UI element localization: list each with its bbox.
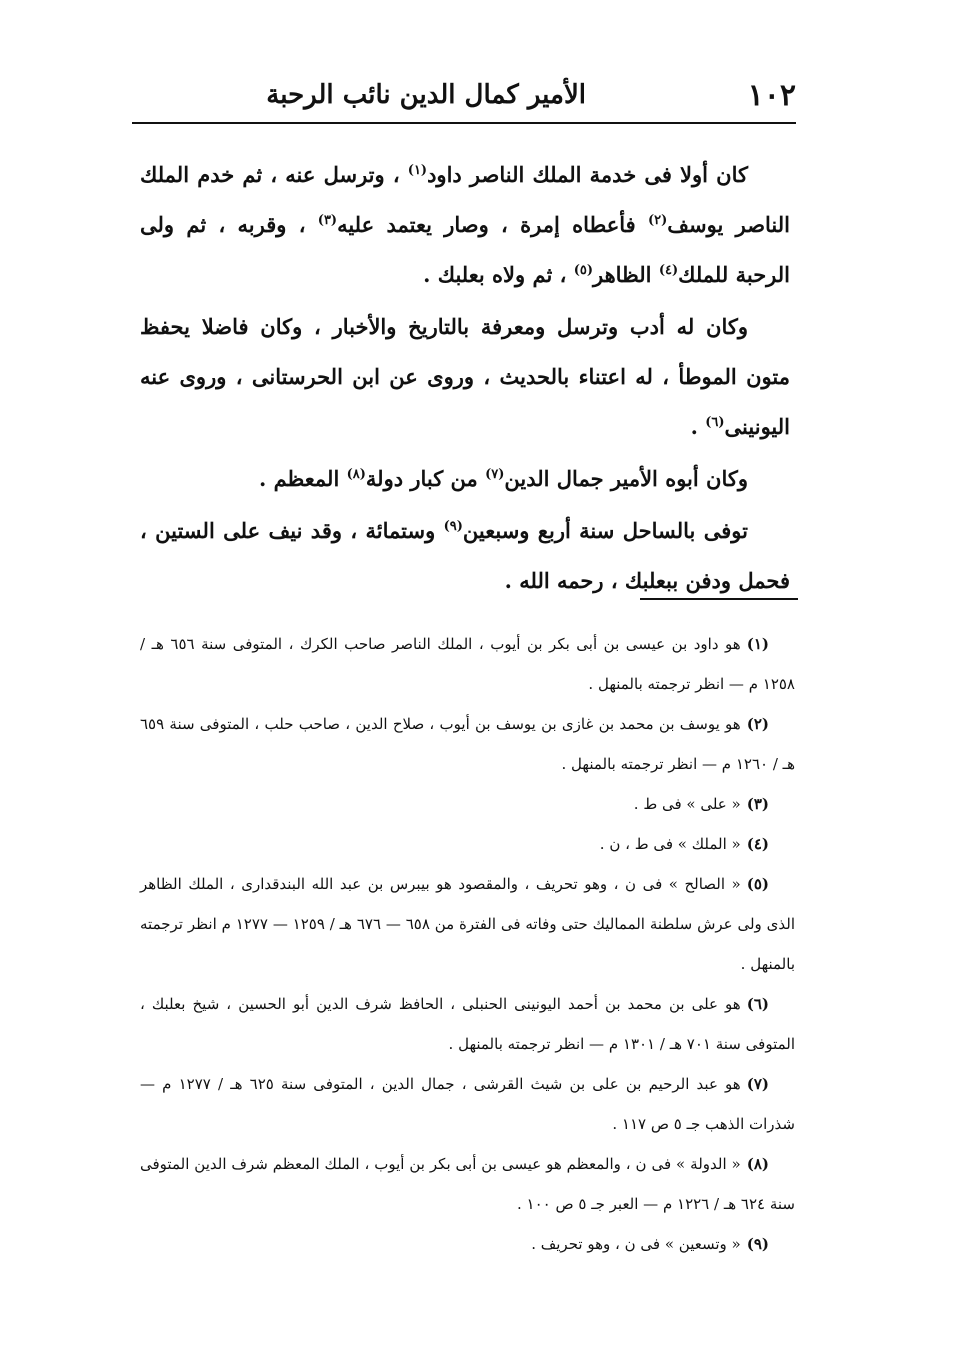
footnote-text: هو داود بن عيسى بن أبى بكر بن أيوب ، الملك الناصر صاحب الكرك ، المتوفى سنة ٦٥٦ هـ / ١٢٥٨ م — انظر ترجمته بالمنهل . bbox=[140, 635, 795, 693]
footnote-number: (٦) bbox=[746, 995, 769, 1013]
text-run: ، وقربه ، ثم ولى الرحبة للملك bbox=[140, 212, 790, 287]
footnote-number: (٧) bbox=[746, 1075, 769, 1093]
text-run: وستمائة ، وقد نيف على الستين ، فحمل ودفن ببعلبك ، رحمه الله . bbox=[140, 518, 790, 593]
text-run: . bbox=[690, 414, 698, 439]
footnote-text: هو على بن محمد بن أحمد اليونينى الحنبلى ، الحافظ شرف الدين أبو الحسين ، شيخ بعلبك ، المتوفى سنة ٧٠١ هـ / ١٣٠١ م — انظر ترجمته بالمنهل . bbox=[140, 995, 795, 1053]
text-run: الظاهر bbox=[593, 262, 652, 287]
footnote-number: (٤) bbox=[746, 835, 769, 853]
footnote-text: « على » فى ط . bbox=[633, 795, 741, 813]
text-run: من كبار دولة bbox=[365, 466, 478, 491]
text-run: وكان له أدب وترسل ومعرفة بالتاريخ والأخبار ، وكان فاضلا يحفظ متون الموطأ ، له اعتناء بالحديث ، وروى عن ابن الحرستانى ، وروى عنه اليونينى bbox=[140, 314, 790, 439]
footnote-number: (٥) bbox=[746, 875, 769, 893]
footnote bbox=[140, 984, 795, 1064]
footnote-separator bbox=[640, 598, 798, 600]
footnote bbox=[140, 784, 795, 824]
footnote bbox=[140, 1144, 795, 1224]
footnote-marker: (٥) bbox=[573, 263, 593, 278]
paragraph-2 bbox=[140, 302, 790, 452]
footnote-marker: (٧) bbox=[485, 467, 505, 482]
main-text bbox=[140, 150, 790, 606]
footnote-number: (٩) bbox=[746, 1235, 769, 1253]
footnote bbox=[140, 704, 795, 784]
footnote-text: هو عبد الرحيم بن على بن شيث القرشى ، جمال الدين ، المتوفى سنة ٦٢٥ هـ / ١٢٧٧ م — شذرات الذهب جـ ٥ ص ١١٧ . bbox=[140, 1075, 795, 1133]
text-run: كان أولا فى خدمة الملك الناصر داود bbox=[427, 162, 748, 187]
text-run: ، وترسل عنه ، ثم خدم الملك الناصر يوسف bbox=[140, 162, 790, 237]
footnote-number: (٢) bbox=[746, 715, 769, 733]
footnote-number: (١) bbox=[746, 635, 769, 653]
text-run: توفى بالساحل سنة أربع وسبعين bbox=[462, 518, 748, 543]
footnote-text: « الصالح » فى ن ، وهو تحريف ، والمقصود هو بيبرس بن عبد الله البندقدارى ، الملك الظاهر الذى ولى عرش سلطنة المماليك حتى وفاته فى الفترة من ٦٥٨ — ٦٧٦ هـ / ١٢٥٩ — ١٢٧٧ م انظر ترجمته بالمنهل . bbox=[140, 875, 795, 973]
paragraph-1 bbox=[140, 150, 790, 300]
footnote-text: « الدولة » فى ن ، والمعظم هو عيسى بن أبى بكر بن أيوب ، الملك المعظم شرف الدين المتوفى سنة ٦٢٤ هـ / ١٢٢٦ م — العبر جـ ٥ ص ١٠٠ . bbox=[140, 1155, 795, 1213]
footnote-number: (٣) bbox=[746, 795, 769, 813]
footnotes bbox=[140, 624, 795, 1264]
footnote-marker: (٨) bbox=[346, 467, 366, 482]
page-header bbox=[132, 78, 796, 122]
footnote-marker: (١) bbox=[407, 163, 428, 178]
paragraph-4 bbox=[140, 506, 790, 606]
page-number: ١٠٢ bbox=[747, 78, 796, 113]
text-run: ، ثم ولاه بعلبك . bbox=[423, 262, 567, 287]
footnote bbox=[140, 624, 795, 704]
footnote bbox=[140, 1064, 795, 1144]
footnote-text: « الملك » فى ط ، ن . bbox=[599, 835, 741, 853]
footnote-marker: (٦) bbox=[705, 415, 725, 430]
paragraph-3 bbox=[140, 454, 790, 504]
footnote-marker: (٣) bbox=[317, 213, 338, 228]
footnote-marker: (٢) bbox=[647, 213, 668, 228]
footnote-text: « وتسعين » فى ن ، وهو تحريف . bbox=[531, 1235, 741, 1253]
footnote-number: (٨) bbox=[746, 1155, 769, 1173]
footnote-marker: (٩) bbox=[443, 519, 463, 534]
footnote bbox=[140, 864, 795, 984]
running-title: الأمير كمال الدين نائب الرحبة bbox=[266, 80, 586, 110]
footnote bbox=[140, 1224, 795, 1264]
text-run: فأعطاه إمرة ، وصار يعتمد عليه bbox=[337, 212, 636, 237]
header-rule bbox=[132, 122, 796, 124]
text-run: المعظم . bbox=[258, 466, 340, 491]
text-run: وكان أبوه الأمير جمال الدين bbox=[504, 466, 748, 491]
footnote-marker: (٤) bbox=[658, 263, 679, 278]
footnote-text: هو يوسف بن محمد بن غازى بن يوسف بن أيوب ، صلاح الدين ، صاحب حلب ، المتوفى سنة ٦٥٩ هـ / ١٢٦٠ م — انظر ترجمته بالمنهل . bbox=[140, 715, 795, 773]
footnote bbox=[140, 824, 795, 864]
